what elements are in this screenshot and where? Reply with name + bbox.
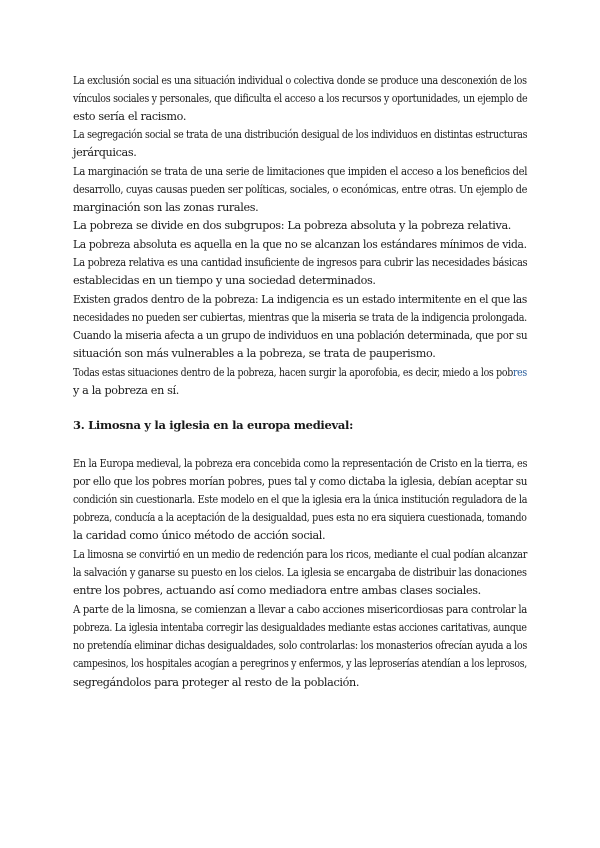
paragraph-line: La pobreza absoluta es aquella en la que no se alcanzan los estándares mínimos de vida. <box>73 238 527 251</box>
paragraph-line: En la Europa medieval, la pobreza era concebida como la representación de Cristo en la tierra, es <box>73 457 528 470</box>
paragraph-line: jerárquicas. <box>73 146 137 159</box>
paragraph-line: La pobreza se divide en dos subgrupos: La pobreza absoluta y la pobreza relativa. <box>73 219 511 232</box>
paragraph-line: desarrollo, cuyas causas pueden ser políticas, sociales, o económicas, entre otras. Un ejemplo de <box>73 183 528 196</box>
paragraph-line: por ello que los pobres morían pobres, pues tal y como dictaba la iglesia, debían aceptar su <box>73 475 528 488</box>
paragraph-line: La marginación se trata de una serie de limitaciones que impiden el acceso a los beneficios del <box>73 165 528 178</box>
paragraph-line: marginación son las zonas rurales. <box>73 201 259 214</box>
paragraph-line: necesidades no pueden ser cubiertas, mientras que la miseria se trata de la indigencia prolongada. <box>73 311 527 324</box>
paragraph-line: La exclusión social es una situación individual o colectiva donde se produce una desconexión de los <box>73 74 527 87</box>
paragraph-line: esto sería el racismo. <box>73 110 187 123</box>
highlighted-text: res <box>512 366 527 379</box>
paragraph-line: no pretendía eliminar dichas desigualdades, solo controlarlas: los monasterios ofrecían ayuda a los <box>73 639 528 652</box>
paragraph-line <box>73 364 527 381</box>
paragraph-line: Existen grados dentro de la pobreza: La indigencia es un estado intermitente en el que las <box>73 293 527 306</box>
paragraph-line: vínculos sociales y personales, que dificulta el acceso a los recursos y oportunidades, un ejemplo de <box>73 92 528 105</box>
paragraph-line: La segregación social se trata de una distribución desigual de los individuos en distintas estructuras <box>73 128 528 141</box>
paragraph-line: establecidas en un tiempo y una sociedad determinados. <box>73 274 376 287</box>
paragraph-line: la salvación y ganarse su puesto en los cielos. La iglesia se encargaba de distribuir las donaciones <box>73 566 527 579</box>
paragraph-line: La pobreza relativa es una cantidad insuficiente de ingresos para cubrir las necesidades básicas <box>73 256 528 269</box>
paragraph-line: La limosna se convirtió en un medio de redención para los ricos, mediante el cual podían alcanzar <box>73 548 528 561</box>
paragraph-line: pobreza, conducía a la aceptación de la desigualdad, pues esta no era siquiera cuestionada, tomando <box>73 511 527 524</box>
paragraph-line: segregándolos para proteger al resto de la población. <box>73 676 360 689</box>
paragraph-line: y a la pobreza en sí. <box>73 384 179 397</box>
paragraph-line: campesinos, los hospitales acogían a peregrinos y enfermos, y las leproserías atendían a los leprosos, <box>73 657 527 670</box>
paragraph-text: Todas estas situaciones dentro de la pobreza, hacen surgir la aporofobia, es decir, miedo a los pob <box>73 366 513 379</box>
paragraph-line: Cuando la miseria afecta a un grupo de individuos en una población determinada, que por su <box>73 329 528 342</box>
paragraph-line: entre los pobres, actuando así como mediadora entre ambas clases sociales. <box>73 584 481 597</box>
paragraph-line: la caridad como único método de acción social. <box>73 529 326 542</box>
paragraph-line: pobreza. La iglesia intentaba corregir las desigualdades mediante estas acciones caritativas, aunque <box>73 621 527 634</box>
paragraph-line: A parte de la limosna, se comienzan a llevar a cabo acciones misericordiosas para controlar la <box>73 603 527 616</box>
section-heading: 3. Limosna y la iglesia en la europa medieval: <box>73 418 354 432</box>
paragraph-line: condición sin cuestionarla. Este modelo en el que la iglesia era la única institución reguladora de la <box>73 493 528 506</box>
paragraph-line: situación son más vulnerables a la pobreza, se trata de pauperismo. <box>73 347 436 360</box>
